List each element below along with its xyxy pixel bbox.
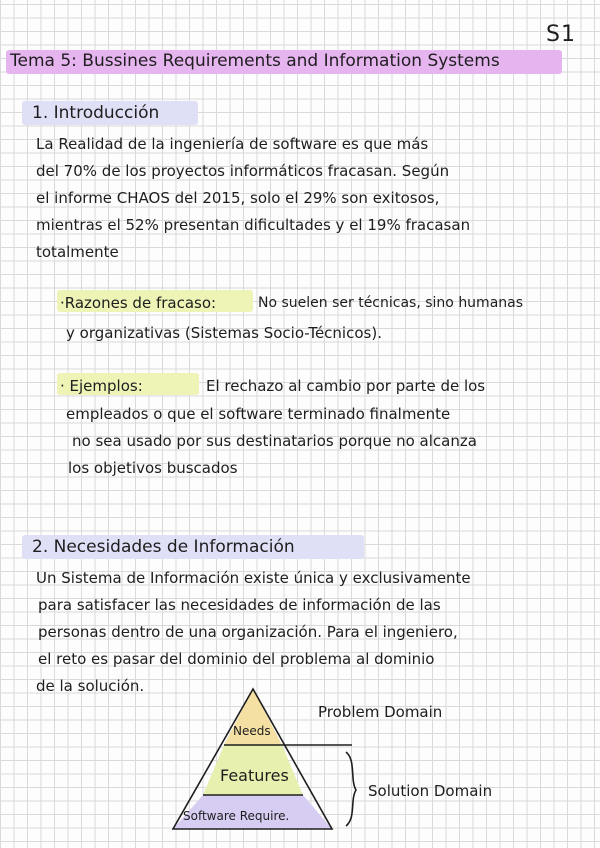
reasons-line-1: No suelen ser técnicas, sino humanas [258,295,524,311]
section2-line-1: Un Sistema de Información existe única y exclusivamente [36,569,471,587]
section1-line-5: totalmente [36,243,119,261]
examples-line-1: El rechazo al cambio por parte de los [206,377,486,395]
section2-line-4: el reto es pasar del dominio del problema al dominio [38,650,435,668]
section2-line-2: para satisfacer las necesidades de información de las [38,596,441,614]
section1-line-4: mientras el 52% presentan dificultades y el 19% fracasan [36,216,471,234]
problem-domain-label: Problem Domain [318,703,443,721]
reasons-label: ·Razones de fracaso: [60,294,217,312]
page-number: S1 [546,22,576,47]
examples-line-2: empleados o que el software terminado finalmente [66,405,451,423]
section1-line-1: La Realidad de la ingeniería de software es que más [36,135,429,153]
section2-heading: 2. Necesidades de Información [32,537,295,557]
section1-line-3: el informe CHAOS del 2015, solo el 29% son exitosos, [36,189,440,207]
page-title: Tema 5: Bussines Requirements and Information Systems [10,51,500,71]
solution-domain-label: Solution Domain [368,782,493,800]
pyramid-needs-label: Needs [233,724,271,738]
pyramid-features-label: Features [220,766,289,785]
section2-line-5: de la solución. [36,677,145,695]
examples-label: · Ejemplos: [60,377,143,395]
pyramid-requirements-label: Software Require. [183,809,290,823]
reasons-line-2: y organizativas (Sistemas Socio-Técnicos). [66,324,382,342]
examples-line-4: los objetivos buscados [68,459,238,477]
solution-brace [346,752,356,826]
section1-line-2: del 70% de los proyectos informáticos fracasan. Según [36,162,450,180]
examples-line-3: no sea usado por sus destinatarios porque no alcanza [72,432,477,450]
section2-line-3: personas dentro de una organización. Para el ingeniero, [38,623,458,641]
section1-heading: 1. Introducción [32,103,160,123]
